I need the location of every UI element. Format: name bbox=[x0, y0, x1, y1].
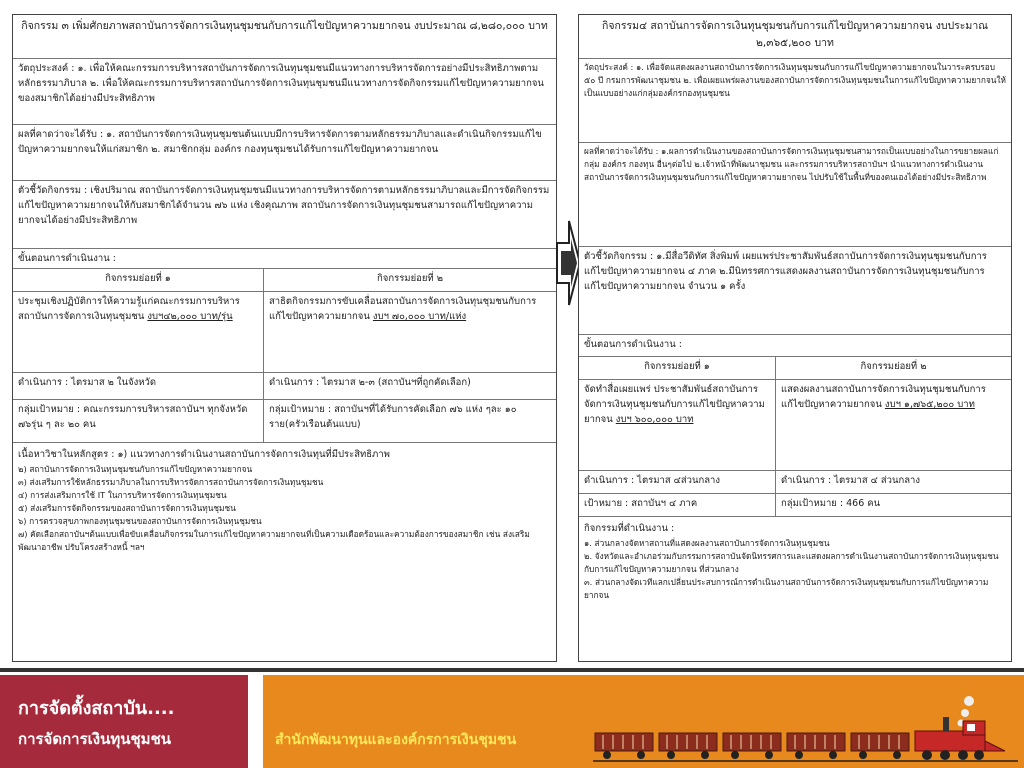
train-icon bbox=[593, 695, 1018, 765]
left-indicators: ตัวชี้วัดกิจกรรม : เชิงปริมาณ สถาบันการจัดการเงินทุนชุมชนมีแนวทางการบริหารจัดการตามหลักธรรมาภิบาลและมีการจัดกิจกรรมแก้ไขปัญหาความยากจนให้กับสมาชิกได้จำนวน ๗๖ แห่ง เชิงคุณภาพ สถาบันการจัดการเงินทุนชุมชนสามารถแก้ไขปัญหาความยากจนได้อย่างมีประสิทธิภาพ bbox=[13, 181, 556, 249]
right-sub-desc bbox=[579, 380, 1011, 471]
right-sub2-period: ดำเนินการ : ไตรมาส ๔ ส่วนกลาง bbox=[775, 471, 1011, 493]
curriculum-item: ๓) ส่งเสริมการใช้หลักธรรมาภิบาลในการบริหารจัดการสถาบันการจัดการเงินทุนชุมชน bbox=[18, 477, 324, 487]
right-sub1-target: เป้าหมาย : สถาบันฯ ๔ ภาค bbox=[584, 498, 698, 509]
right-indicators: ตัวชี้วัดกิจกรรม : ๑.มีสื่อวีดิทัศ สิ่งพิมพ์ เผยแพร่ประชาสัมพันธ์สถาบันการจัดการเงินทุนชุมชนกับการแก้ไขปัญหาความยากจน ๔ ภาค ๒.มีนิทรรศการแสดงผลงานสถาบันการจัดการเงินทุนชุมชนกับการแก้ไขปัญหาความยากจน จำนวน ๑ ครั้ง bbox=[579, 247, 1011, 335]
footer-title-line1: การจัดตั้งสถาบัน.... bbox=[18, 698, 175, 719]
right-sub-period bbox=[579, 471, 1011, 494]
left-sub1-header: กิจกรรมย่อยที่ ๑ bbox=[105, 273, 171, 284]
left-sub2-header: กิจกรรมย่อยที่ ๒ bbox=[263, 269, 556, 291]
left-objective: วัตถุประสงค์ : ๑. เพื่อให้คณะกรรมการบริหารสถาบันการจัดการเงินทุนชุมชนมีแนวทางการบริหารจัดการอย่างมีประสิทธิภาพตามหลักธรรมาภิบาล ๒. เพื่อให้คณะกรรมการบริหารสถาบันการจัดการเงินทุนชุมชนมีแนวทางการจัดกิจกรรมแก้ไขปัญหาความยากจนของสมาชิกได้อย่างมีประสิทธิภาพ bbox=[13, 59, 556, 125]
left-sub1-desc: ประชุมเชิงปฏิบัติการให้ความรู้แก่คณะกรรมการบริหารสถาบันการจัดการเงินทุนชุมชน bbox=[18, 296, 240, 322]
left-sub-period bbox=[13, 373, 556, 400]
left-sub1-budget: งบฯ๔๒,๐๐๐ บาท/รุ่น bbox=[147, 311, 233, 322]
left-curriculum bbox=[13, 443, 556, 613]
left-sub2-period: ดำเนินการ : ไตรมาส ๒-๓ (สถาบันฯที่ถูกคัดเลือก) bbox=[263, 373, 556, 399]
right-activity-panel bbox=[578, 14, 1012, 662]
right-sub2-budget: งบฯ ๑,๗๖๕,๒๐๐ บาท bbox=[884, 399, 975, 410]
left-sub-headers bbox=[13, 269, 556, 292]
done-item: ๑. ส่วนกลางจัดหาสถานที่แสดงผลงานสถาบันการจัดการเงินทุนชุมชน bbox=[584, 538, 830, 548]
footer-left-banner bbox=[0, 675, 248, 768]
left-steps-label: ขั้นตอนการดำเนินงาน : bbox=[13, 249, 556, 269]
right-sub1-budget: งบฯ ๖๐๐,๐๐๐ บาท bbox=[615, 414, 694, 425]
right-title: กิจกรรม๔ สถาบันการจัดการเงินทุนชุมชนกับการแก้ไขปัญหาความยากจน งบประมาณ ๒,๓๖๕,๒๐๐ บาท bbox=[579, 15, 1011, 59]
done-item: ๒. จังหวัดและอำเภอร่วมกับกรรมการสถาบันจัดนิทรรศการและแสดงผลการดำเนินงานสถาบันการจัดการเงินทุนชุมชนกับการแก้ไขปัญหาความยากจน ที่ส่วนกลาง bbox=[584, 551, 999, 574]
right-objective: วัตถุประสงค์ : ๑. เพื่อจัดแสดงผลงานสถาบันการจัดการเงินทุนชุมชนกับการแก้ไขปัญหาความยากจนในวาระครบรอบ ๕๐ ปี กรมการพัฒนาชุมชน ๒. เพื่อเผยแพร่ผลงานของสถาบันการจัดการเงินทุนชุมชนในการแก้ไขปัญหาความยากจนให้เป็นแบบอย่างแก่กลุ่มองค์กรกองทุนชุมชน bbox=[579, 59, 1011, 143]
curriculum-item: ๒) สถาบันการจัดการเงินทุนชุมชนกับการแก้ไขปัญหาความยากจน bbox=[18, 464, 253, 474]
left-expected-results: ผลที่คาดว่าจะได้รับ : ๑. สถาบันการจัดการเงินทุนชุมชนต้นแบบมีการบริหารจัดการตามหลักธรรมาภิบาลและดำเนินกิจกรรมแก้ไขปัญหาความยากจนให้แก่สมาชิก ๒. สมาชิกกลุ่ม องค์กร กองทุนชุมชนได้รับการแก้ไขปัญหาความยากจน bbox=[13, 125, 556, 181]
footer-divider bbox=[0, 668, 1024, 672]
left-sub2-target: กลุ่มเป้าหมาย : สถาบันฯที่ได้รับการคัดเลือก ๗๖ แห่ง ๆละ ๑๐ ราย(ครัวเรือนต้นแบบ) bbox=[263, 400, 556, 442]
right-sub1-desc: จัดทำสื่อเผยแพร่ ประชาสัมพันธ์สถาบันการจัดการเงินทุนชุมชนกับการแก้ไขปัญหาความยากจน bbox=[584, 384, 765, 425]
right-sub2-desc-cell bbox=[775, 380, 1011, 470]
left-sub-desc bbox=[13, 292, 556, 373]
left-sub2-desc: สาธิตกิจกรรมการขับเคลื่อนสถาบันการจัดการเงินทุนชุมชนกับการแก้ไขปัญหาความยากจน bbox=[269, 296, 537, 322]
right-sub1-header: กิจกรรมย่อยที่ ๑ bbox=[644, 361, 710, 372]
left-activity-panel bbox=[12, 14, 557, 662]
right-sub1-desc-cell bbox=[579, 380, 775, 470]
right-steps-label: ขั้นตอนการดำเนินงาน : bbox=[579, 335, 1011, 357]
right-sub-target bbox=[579, 494, 1011, 517]
right-sub2-desc: แสดงผลงานสถาบันการจัดการเงินทุนชุมชนกับการแก้ไขปัญหาความยากจน bbox=[781, 384, 986, 410]
left-curriculum-title: เนื้อหาวิชาในหลักสูตร : ๑) แนวทางการดำเนินงานสถาบันการจัดการเงินทุนที่มีประสิทธิภาพ bbox=[18, 449, 390, 460]
curriculum-item: ๕) ส่งเสริมการจัดกิจกรรมของสถาบันการจัดการเงินทุนชุมชน bbox=[18, 503, 236, 513]
right-sub1-period: ดำเนินการ : ไตรมาส ๔ส่วนกลาง bbox=[584, 475, 720, 486]
office-name: สำนักพัฒนาทุนและองค์กรการเงินชุมชน bbox=[275, 732, 517, 748]
curriculum-item: ๔) การส่งเสริมการใช้ IT ในการบริหารจัดการเงินทุนชุมชน bbox=[18, 490, 227, 500]
left-title: กิจกรรม ๓ เพิ่มศักยภาพสถาบันการจัดการเงินทุนชุมชนกับการแก้ไขปัญหาความยากจน งบประมาณ ๘,๒๘๐,๐๐๐ บาท bbox=[13, 15, 556, 59]
right-sub2-target: กลุ่มเป้าหมาย : 466 คน bbox=[775, 494, 1011, 516]
left-sub1-desc-cell bbox=[13, 292, 263, 372]
curriculum-item: ๖) การตรวจสุขภาพกองทุนชุมชนของสถาบันการจัดการเงินทุนชุมชน bbox=[18, 516, 262, 526]
right-sub2-header: กิจกรรมย่อยที่ ๒ bbox=[775, 357, 1011, 379]
footer-title-line2: การจัดการเงินทุนชุมชน bbox=[18, 730, 172, 748]
left-sub2-budget: งบฯ ๗๐,๐๐๐ บาท/แห่ง bbox=[372, 311, 467, 322]
left-sub-target bbox=[13, 400, 556, 443]
right-sub-headers bbox=[579, 357, 1011, 380]
right-completed-activities bbox=[579, 517, 1011, 641]
left-sub2-desc-cell bbox=[263, 292, 556, 372]
right-done-title: กิจกรรมที่ดำเนินงาน : bbox=[584, 523, 675, 534]
curriculum-item: ๗) คัดเลือกสถาบันฯต้นแบบเพื่อขับเคลื่อนกิจกรรมในการแก้ไขปัญหาความยากจนที่เป็นความเดือดร้อนและความต้องการของสมาชิก เช่น ส่งเสริมพัฒนาอาชีพ ปรับโครงสร้างหนี้ ฯลฯ bbox=[18, 529, 530, 552]
right-expected-results: ผลที่คาดว่าจะได้รับ : ๑.ผลการดำเนินงานของสถาบันการจัดการเงินทุนชุมชนสามารถเป็นแบบอย่างในการขยายผลแก่กลุ่ม องค์กร กองทุน อื่นๆต่อไป ๒.เจ้าหน้าที่พัฒนาชุมชน และกรรมการบริหารสถาบันฯ นำแนวทางการดำเนินงานสถาบันการจัดการเงินทุนชุมชนกับการแก้ไขปัญหาความยากจน ไปปรับใช้ในพื้นที่ของตนเองได้อย่างมีประสิทธิภาพ bbox=[579, 143, 1011, 247]
done-item: ๓. ส่วนกลางจัดเวทีแลกเปลี่ยนประสบการณ์การดำเนินงานสถาบันการจัดการเงินทุนชุมชนกับการแก้ไขปัญหาความยากจน bbox=[584, 577, 989, 600]
footer-right-banner bbox=[263, 675, 1024, 768]
left-sub1-target: กลุ่มเป้าหมาย : คณะกรรมการบริหารสถาบันฯ ทุกจังหวัด ๗๖รุ่น ๆ ละ ๒๐ คน bbox=[18, 404, 248, 430]
left-sub1-period: ดำเนินการ : ไตรมาส ๒ ในจังหวัด bbox=[18, 377, 157, 388]
